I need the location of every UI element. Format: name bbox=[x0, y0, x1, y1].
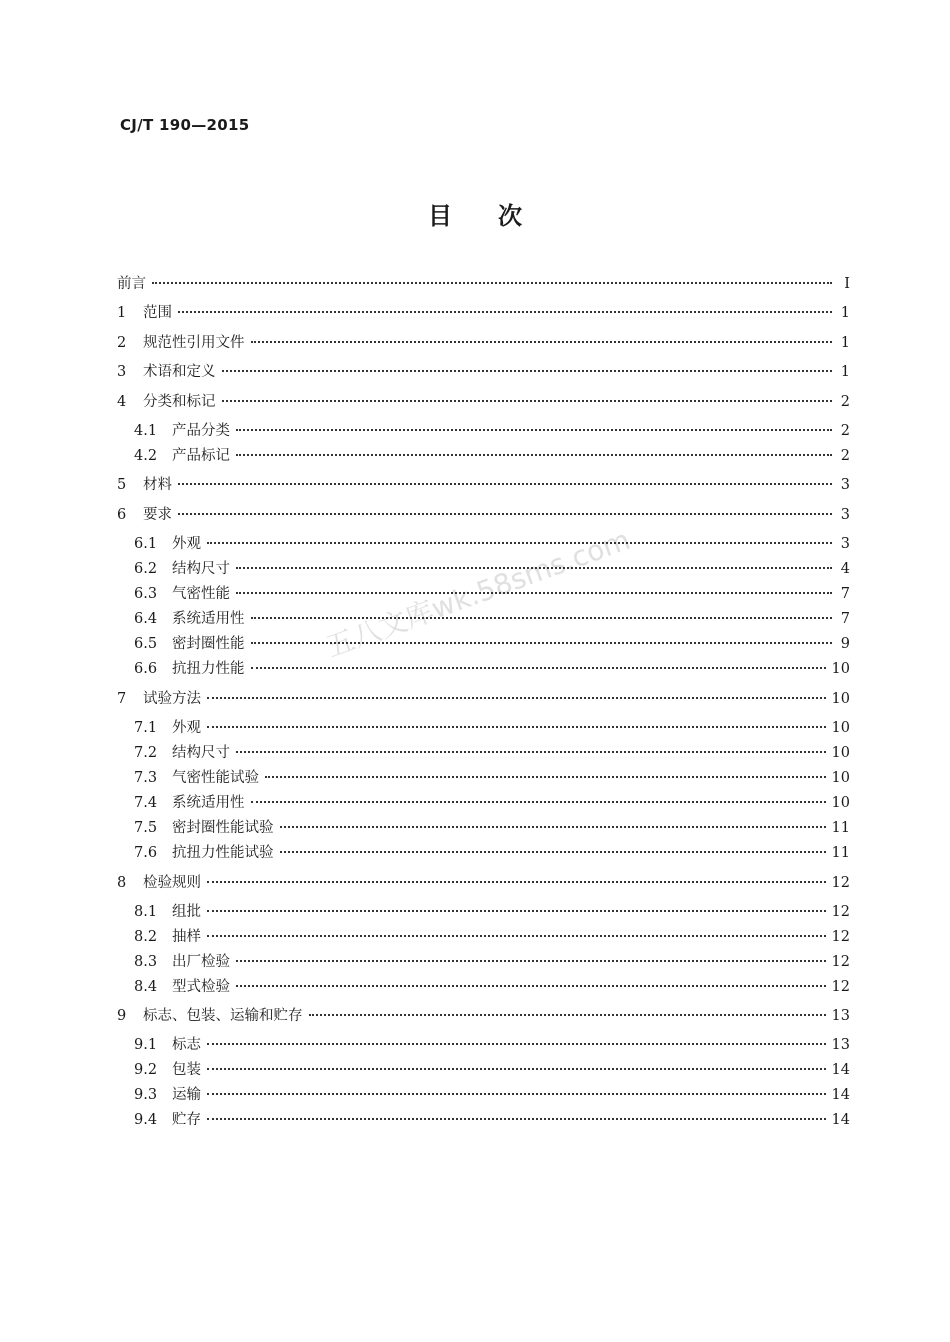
toc-entry-page: 10 bbox=[831, 661, 850, 677]
dot-leader bbox=[207, 1118, 826, 1120]
toc-entry-label: 产品标记 bbox=[172, 448, 230, 464]
toc-entry-number: 7.2 bbox=[134, 745, 158, 761]
toc-entry-number: 6.1 bbox=[134, 536, 158, 552]
toc-entry[interactable] bbox=[117, 361, 850, 383]
dot-leader bbox=[178, 513, 832, 515]
toc-entry-label: 外观 bbox=[172, 536, 201, 552]
toc-entry-label: 抽样 bbox=[172, 929, 201, 945]
toc-entry[interactable] bbox=[134, 1084, 850, 1106]
toc-entry-page: 12 bbox=[831, 979, 850, 995]
toc-entry-label: 出厂检验 bbox=[172, 954, 230, 970]
toc-entry[interactable] bbox=[134, 1034, 850, 1056]
toc-entry-page: 9 bbox=[840, 636, 850, 652]
toc-entry[interactable] bbox=[117, 504, 850, 526]
toc-entry-page: 14 bbox=[831, 1112, 850, 1128]
toc-entry-label: 组批 bbox=[172, 904, 201, 920]
toc-entry-page: 7 bbox=[840, 586, 850, 602]
toc-entry[interactable] bbox=[117, 688, 850, 710]
toc-entry-label: 规范性引用文件 bbox=[143, 335, 245, 351]
toc-entry-label: 要求 bbox=[143, 507, 172, 523]
toc-entry-number: 2 bbox=[117, 335, 127, 351]
toc-entry-label: 抗扭力性能 bbox=[172, 661, 245, 677]
toc-entry[interactable] bbox=[134, 1109, 850, 1131]
toc-entry-number: 8.4 bbox=[134, 979, 158, 995]
toc-entry[interactable] bbox=[134, 558, 850, 580]
toc-entry-number: 9.2 bbox=[134, 1062, 158, 1078]
toc-entry-label: 检验规则 bbox=[143, 875, 201, 891]
toc-entry-number: 7.3 bbox=[134, 770, 158, 786]
dot-leader bbox=[236, 429, 832, 431]
dot-leader bbox=[207, 697, 826, 699]
toc-entry[interactable] bbox=[134, 926, 850, 948]
toc-entry[interactable] bbox=[134, 842, 850, 864]
dot-leader bbox=[152, 282, 832, 284]
dot-leader bbox=[207, 935, 826, 937]
toc-entry-number: 5 bbox=[117, 477, 127, 493]
toc-entry[interactable] bbox=[134, 717, 850, 739]
toc-entry-label: 系统适用性 bbox=[172, 611, 245, 627]
toc-entry-page: 10 bbox=[831, 745, 850, 761]
toc-entry-page: 4 bbox=[840, 561, 850, 577]
dot-leader bbox=[207, 910, 826, 912]
toc-entry-label: 外观 bbox=[172, 720, 201, 736]
toc-entry-page: 2 bbox=[840, 448, 850, 464]
toc-entry-page: 12 bbox=[831, 904, 850, 920]
toc-entry[interactable] bbox=[134, 633, 850, 655]
toc-entry[interactable] bbox=[134, 583, 850, 605]
toc-entry[interactable] bbox=[134, 1059, 850, 1081]
toc-entry[interactable] bbox=[117, 474, 850, 496]
toc-entry-number: 4.1 bbox=[134, 423, 158, 439]
toc-entry-page: 14 bbox=[831, 1062, 850, 1078]
dot-leader bbox=[236, 567, 832, 569]
toc-entry[interactable] bbox=[134, 445, 850, 467]
toc-entry-page: 2 bbox=[840, 394, 850, 410]
dot-leader bbox=[251, 617, 833, 619]
toc-entry-label: 系统适用性 bbox=[172, 795, 245, 811]
toc-entry-label: 产品分类 bbox=[172, 423, 230, 439]
toc-entry[interactable] bbox=[134, 951, 850, 973]
toc-entry-label: 密封圈性能试验 bbox=[172, 820, 274, 836]
toc-entry-label: 密封圈性能 bbox=[172, 636, 245, 652]
toc-entry-number: 7.1 bbox=[134, 720, 158, 736]
toc-entry-label: 范围 bbox=[143, 305, 172, 321]
standard-code: CJ/T 190—2015 bbox=[120, 116, 250, 134]
dot-leader bbox=[207, 542, 832, 544]
toc-entry[interactable] bbox=[134, 767, 850, 789]
toc-entry[interactable] bbox=[117, 872, 850, 894]
toc-entry-number: 9.1 bbox=[134, 1037, 158, 1053]
toc-entry-page: 12 bbox=[831, 929, 850, 945]
toc-entry-page: 12 bbox=[831, 954, 850, 970]
toc-entry-number: 7.6 bbox=[134, 845, 158, 861]
toc-entry-page: 1 bbox=[840, 305, 850, 321]
toc-entry-number: 7.5 bbox=[134, 820, 158, 836]
toc-entry-number: 8.1 bbox=[134, 904, 158, 920]
dot-leader bbox=[236, 751, 826, 753]
toc-entry-label: 前言 bbox=[117, 276, 146, 292]
toc-entry-page: 13 bbox=[831, 1008, 850, 1024]
dot-leader bbox=[236, 454, 832, 456]
toc-entry-label: 包装 bbox=[172, 1062, 201, 1078]
dot-leader bbox=[207, 1068, 826, 1070]
watermark-text: 五八文库wk.58sms.com bbox=[321, 522, 635, 664]
toc-entry-label: 抗扭力性能试验 bbox=[172, 845, 274, 861]
toc-entry[interactable] bbox=[134, 658, 850, 680]
toc-entry-label: 试验方法 bbox=[143, 691, 201, 707]
toc-entry-label: 型式检验 bbox=[172, 979, 230, 995]
toc-entry-number: 6.4 bbox=[134, 611, 158, 627]
toc-entry[interactable] bbox=[117, 302, 850, 324]
toc-entry[interactable] bbox=[117, 332, 850, 354]
toc-entry-number: 7.4 bbox=[134, 795, 158, 811]
toc-entry-page: 10 bbox=[831, 720, 850, 736]
toc-entry[interactable] bbox=[117, 391, 850, 413]
toc-entry-page: 1 bbox=[840, 364, 850, 380]
toc-entry-number: 3 bbox=[117, 364, 127, 380]
toc-entry-number: 6.2 bbox=[134, 561, 158, 577]
toc-entry-page: 10 bbox=[831, 691, 850, 707]
toc-entry-number: 6.5 bbox=[134, 636, 158, 652]
dot-leader bbox=[280, 826, 826, 828]
toc-entry[interactable] bbox=[134, 420, 850, 442]
dot-leader bbox=[178, 483, 832, 485]
toc-entry[interactable] bbox=[134, 533, 850, 555]
toc-entry[interactable] bbox=[117, 273, 850, 295]
toc-entry[interactable] bbox=[134, 792, 850, 814]
toc-entry-label: 术语和定义 bbox=[143, 364, 216, 380]
dot-leader bbox=[251, 667, 826, 669]
toc-entry-page: 10 bbox=[831, 770, 850, 786]
toc-entry-page: 3 bbox=[840, 536, 850, 552]
dot-leader bbox=[251, 642, 833, 644]
toc-entry-label: 结构尺寸 bbox=[172, 561, 230, 577]
toc-entry-number: 7 bbox=[117, 691, 127, 707]
toc-entry-label: 标志 bbox=[172, 1037, 201, 1053]
toc-entry-page: 14 bbox=[831, 1087, 850, 1103]
toc-entry[interactable] bbox=[117, 1005, 850, 1027]
dot-leader bbox=[251, 341, 833, 343]
toc-entry-label: 气密性能 bbox=[172, 586, 230, 602]
toc-entry-page: 11 bbox=[831, 820, 850, 836]
toc-entry-number: 6 bbox=[117, 507, 127, 523]
toc-entry-label: 材料 bbox=[143, 477, 172, 493]
toc-entry-number: 4.2 bbox=[134, 448, 158, 464]
toc-entry-page: 1 bbox=[840, 335, 850, 351]
toc-entry[interactable] bbox=[134, 901, 850, 923]
toc-entry-number: 8.3 bbox=[134, 954, 158, 970]
toc-entry-number: 9.4 bbox=[134, 1112, 158, 1128]
dot-leader bbox=[207, 881, 826, 883]
toc-entry-number: 8 bbox=[117, 875, 127, 891]
dot-leader bbox=[236, 985, 826, 987]
toc-entry[interactable] bbox=[134, 976, 850, 998]
dot-leader bbox=[251, 801, 826, 803]
toc-entry-label: 贮存 bbox=[172, 1112, 201, 1128]
dot-leader bbox=[207, 1043, 826, 1045]
dot-leader bbox=[309, 1014, 826, 1016]
toc-entry-label: 标志、包装、运输和贮存 bbox=[143, 1008, 303, 1024]
toc-entry-number: 6.6 bbox=[134, 661, 158, 677]
dot-leader bbox=[207, 726, 826, 728]
toc-entry-number: 8.2 bbox=[134, 929, 158, 945]
toc-entry-number: 1 bbox=[117, 305, 127, 321]
toc-entry-number: 9.3 bbox=[134, 1087, 158, 1103]
toc-entry-number: 6.3 bbox=[134, 586, 158, 602]
toc-entry-page: 3 bbox=[840, 477, 850, 493]
toc-entry-label: 气密性能试验 bbox=[172, 770, 259, 786]
toc-entry[interactable] bbox=[134, 742, 850, 764]
toc-entry-label: 分类和标记 bbox=[143, 394, 216, 410]
dot-leader bbox=[265, 776, 826, 778]
toc-entry-label: 结构尺寸 bbox=[172, 745, 230, 761]
dot-leader bbox=[236, 592, 832, 594]
dot-leader bbox=[222, 400, 833, 402]
toc-entry-number: 9 bbox=[117, 1008, 127, 1024]
dot-leader bbox=[222, 370, 833, 372]
toc-entry-page: Ⅰ bbox=[844, 276, 850, 292]
toc-entry[interactable] bbox=[134, 608, 850, 630]
toc-entry-number: 4 bbox=[117, 394, 127, 410]
toc-entry-page: 11 bbox=[831, 845, 850, 861]
toc-entry-page: 7 bbox=[840, 611, 850, 627]
page-title: 目次 bbox=[428, 202, 568, 230]
dot-leader bbox=[236, 960, 826, 962]
dot-leader bbox=[178, 311, 832, 313]
dot-leader bbox=[280, 851, 826, 853]
dot-leader bbox=[207, 1093, 826, 1095]
toc-entry-page: 3 bbox=[840, 507, 850, 523]
toc-entry-page: 13 bbox=[831, 1037, 850, 1053]
toc-entry-page: 2 bbox=[840, 423, 850, 439]
toc-entry-page: 10 bbox=[831, 795, 850, 811]
toc-entry-label: 运输 bbox=[172, 1087, 201, 1103]
toc-entry-page: 12 bbox=[831, 875, 850, 891]
toc-entry[interactable] bbox=[134, 817, 850, 839]
